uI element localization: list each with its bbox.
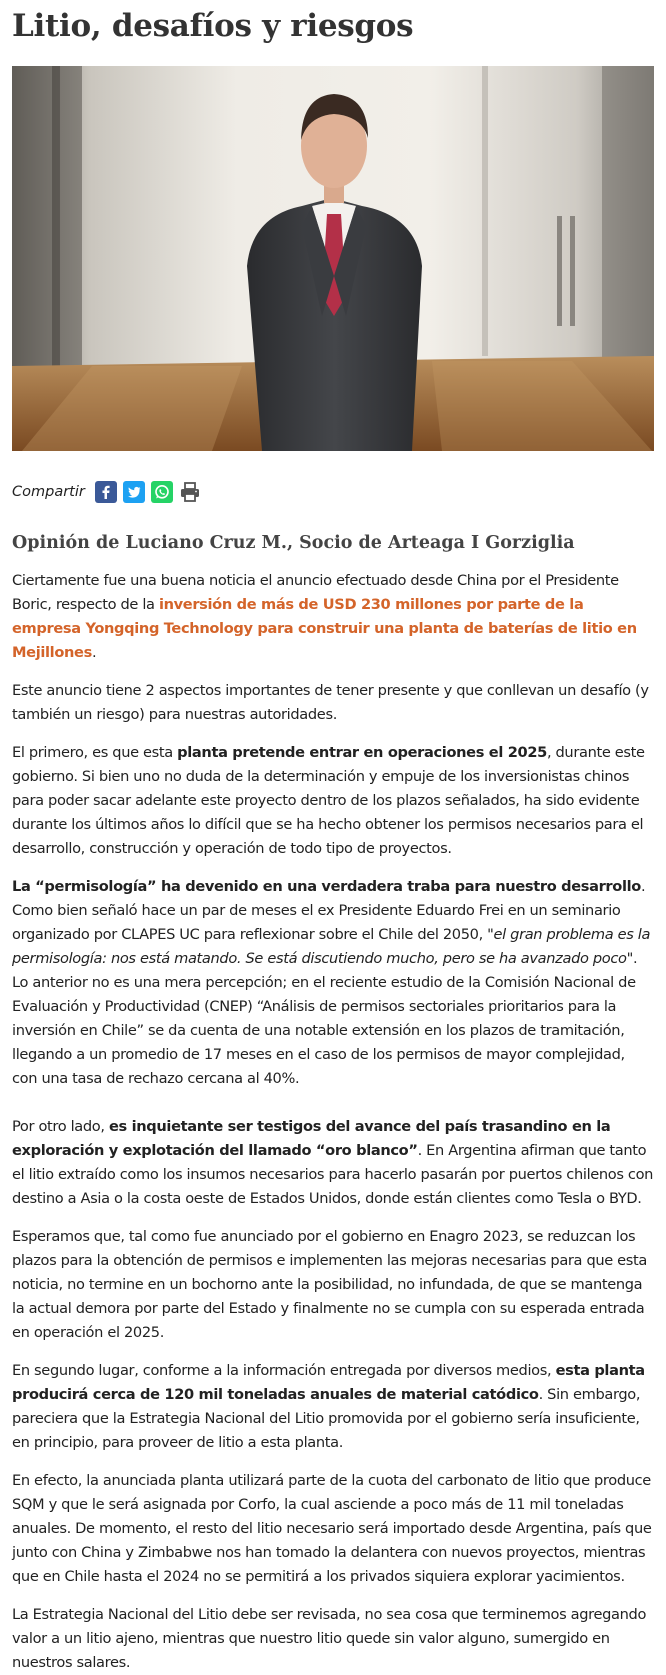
highlight-link[interactable]: inversión de más de USD 230 millones por parte de la empresa Yongqing Technology para construir una planta de baterías de litio en Mejillones (12, 596, 637, 661)
paragraph-9: La Estrategia Nacional del Litio debe ser revisada, no sea cosa que terminemos agregando valor a un litio ajeno, mientras que nuestro litio quede sin valor alguno, sumergido en nuestros salares. (12, 1606, 647, 1671)
author-line: Opinión de Luciano Cruz M., Socio de Arteaga I Gorziglia (12, 533, 575, 553)
share-label: Compartir (12, 484, 85, 500)
quote: el gran problema es la permisología: nos está matando. Se está discutiendo mucho, pero se ha avanzado poco" (12, 926, 651, 967)
paragraph-4: La “permisología” ha devenido en una verdadera traba para nuestro desarrollo. Como bien señaló hace un par de meses el ex Presidente Eduardo Frei en un seminario organizado por CLAPES UC para reflexionar sobre el Chile del 2050, "el gran problema es la permisología: nos está matando. Se está discutiendo mucho, pero se ha avanzado poco". Lo anterior no es una mera percepción; en el reciente estudio de la Comisión Nacional de Evaluación y Productividad (CNEP) “Análisis de permisos sectoriales prioritarios para la inversión en Chile” se da cuenta de una notable extensión en los plazos de tramitación, llegando a un promedio de 17 meses en el caso de los permisos de mayor complejidad, con una tasa de rechazo cercana al 40%. (12, 878, 651, 1087)
article-body (12, 569, 654, 1675)
facebook-icon[interactable] (95, 481, 117, 503)
paragraph-1: Ciertamente fue una buena noticia el anuncio efectuado desde China por el Presidente Boric, respecto de la inversión de más de USD 230 millones por parte de la empresa Yongqing Technology para construir una planta de baterías de litio en Mejillones. (12, 572, 637, 661)
article-title: Litio, desafíos y riesgos (12, 8, 414, 44)
paragraph-6: Esperamos que, tal como fue anunciado por el gobierno en Enagro 2023, se reduzcan los plazos para la obtención de permisos e implementen las mejoras necesarias para que esta noticia, no termine en un bochorno ante la posibilidad, no infundada, de que se mantenga la actual demora por parte del Estado y finalmente no se cumpla con su esperada entrada en operación el 2025. (12, 1228, 648, 1341)
print-icon[interactable] (179, 481, 201, 503)
paragraph-8: En efecto, la anunciada planta utilizará parte de la cuota del carbonato de litio que produce SQM y que le será asignada por Corfo, la cual asciende a poco más de 11 mil toneladas anuales. De momento, el resto del litio necesario será importado desde Argentina, país que junto con China y Zimbabwe nos han tomado la delantera con nuevos proyectos, mientras que en Chile hasta el 2024 no se permitirá a los privados siquiera explorar yacimientos. (12, 1472, 652, 1585)
whatsapp-icon[interactable] (151, 481, 173, 503)
article-photo (12, 66, 654, 451)
share-bar (12, 479, 654, 505)
paragraph-5: Por otro lado, es inquietante ser testigos del avance del país trasandino en la exploración y explotación del llamado “oro blanco”. En Argentina afirman que tanto el litio extraído como los insumos necesarios para hacerlo pasarán por puertos chilenos con destino a Asia o la costa oeste de Estados Unidos, donde están clientes como Tesla o BYD. (12, 1118, 654, 1207)
paragraph-3: El primero, es que esta planta pretende entrar en operaciones el 2025, durante este gobierno. Si bien uno no duda de la determinación y empuje de los inversionistas chinos para poder sacar adelante este proyecto dentro de los plazos señalados, ha sido evidente durante los últimos años lo difícil que se ha hecho obtener los permisos necesarios para el desarrollo, construcción y operación de todo tipo de proyectos. (12, 744, 645, 857)
paragraph-7: En segundo lugar, conforme a la información entregada por diversos medios, esta planta producirá cerca de 120 mil toneladas anuales de material catódico. Sin embargo, pareciera que la Estrategia Nacional del Litio promovida por el gobierno sería insuficiente, en principio, para proveer de litio a esta planta. (12, 1362, 645, 1451)
twitter-icon[interactable] (123, 481, 145, 503)
paragraph-2: Este anuncio tiene 2 aspectos importantes de tener presente y que conllevan un desafío (y también un riesgo) para nuestras autoridades. (12, 682, 649, 723)
